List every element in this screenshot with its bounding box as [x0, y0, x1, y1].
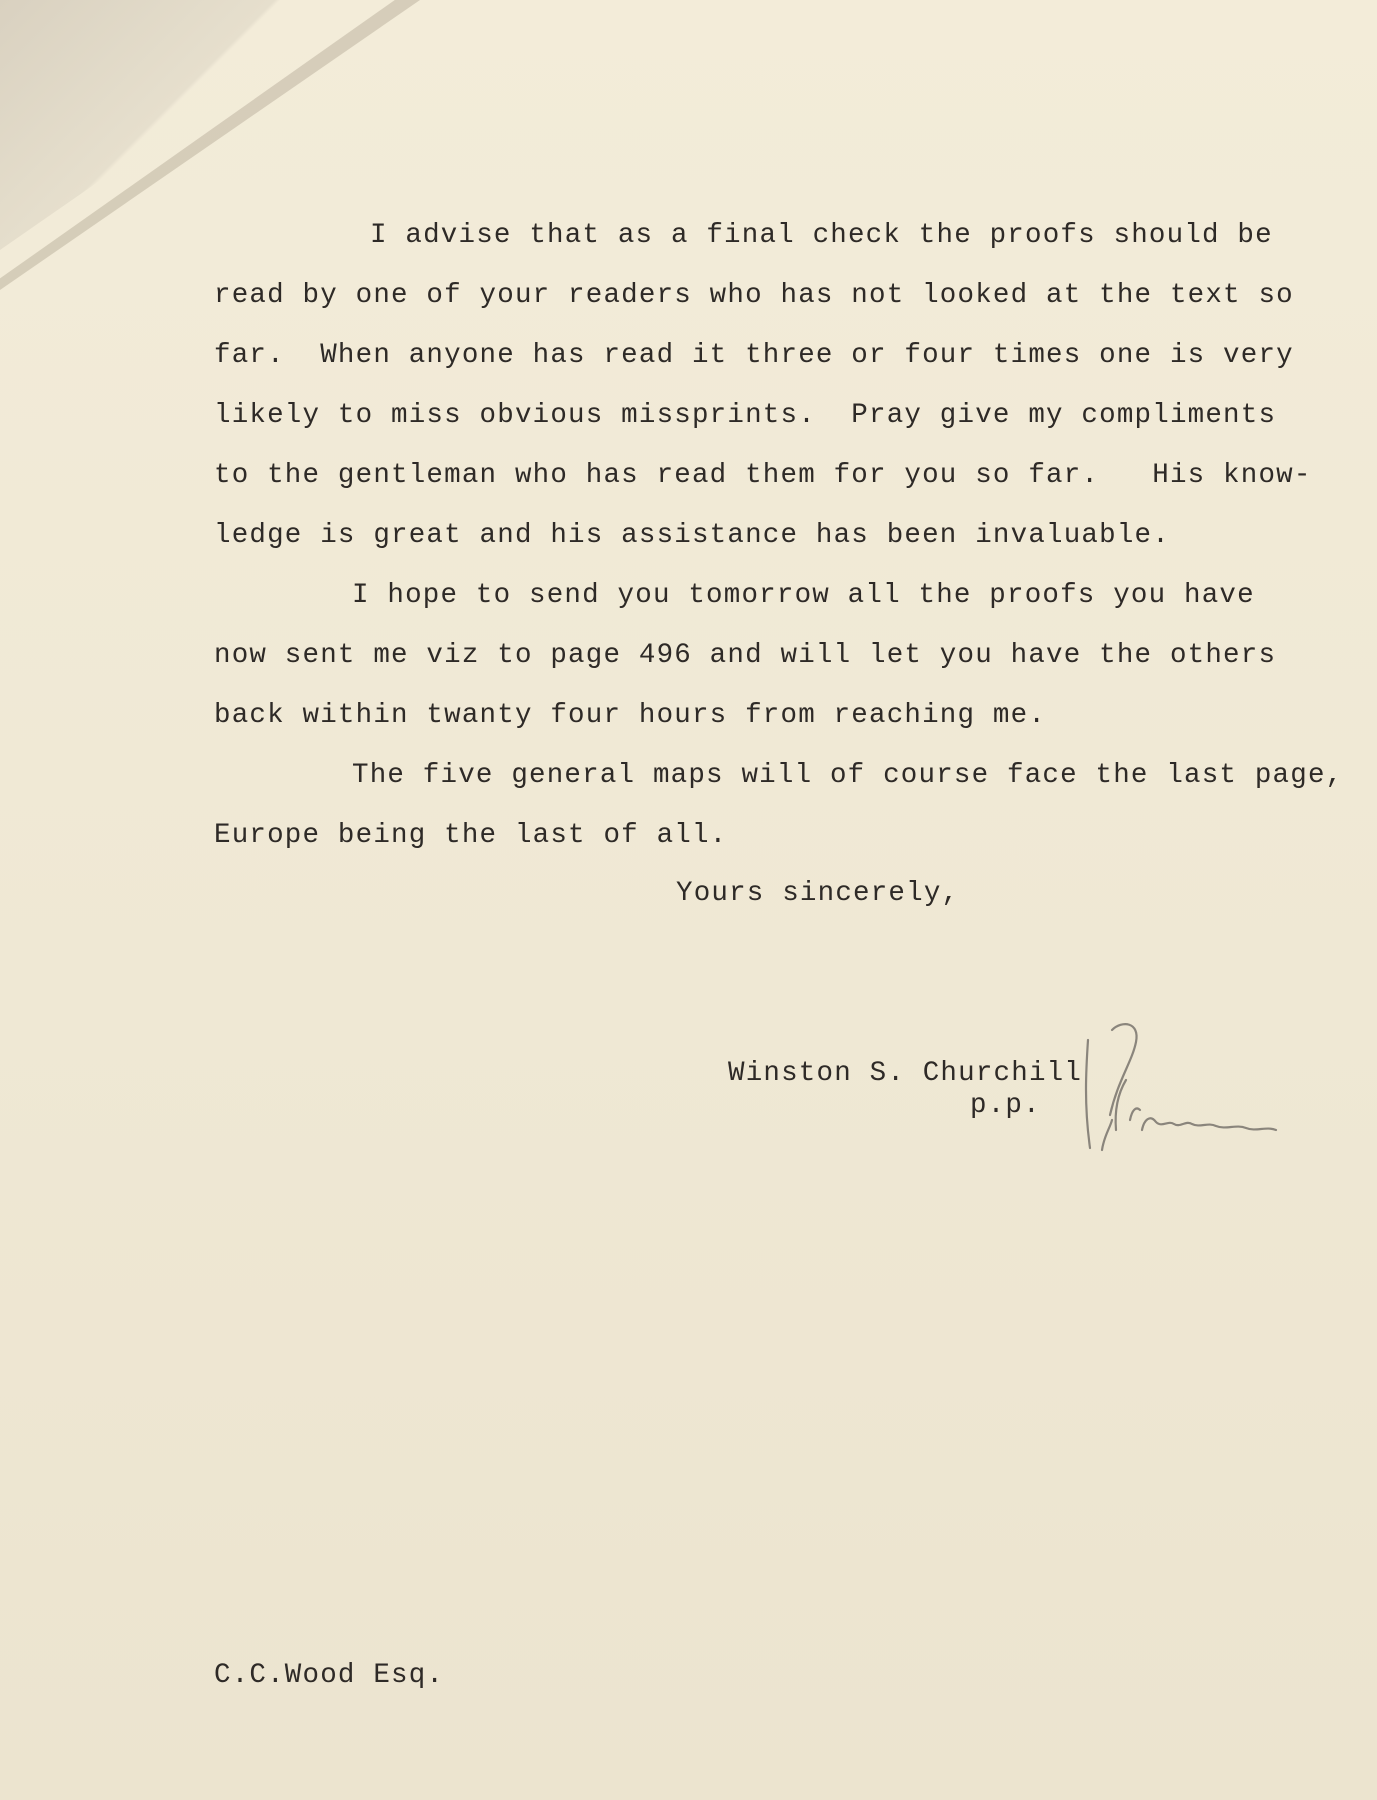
body-line: likely to miss obvious missprints. Pray give my compliments: [214, 400, 1277, 431]
body-line: to the gentleman who has read them for you so far. His know-: [214, 460, 1312, 491]
body-line: I hope to send you tomorrow all the proofs you have: [352, 580, 1255, 611]
body-line: The five general maps will of course face the last page,: [352, 760, 1344, 791]
body-line: read by one of your readers who has not looked at the text so: [214, 280, 1294, 311]
per-procurationem: p.p.: [970, 1090, 1041, 1121]
body-line: I advise that as a final check the proofs should be: [370, 220, 1273, 251]
signatory-name: Winston S. Churchill: [728, 1058, 1083, 1089]
body-line: back within twanty four hours from reaching me.: [214, 700, 1047, 731]
body-line: far. When anyone has read it three or four times one is very: [214, 340, 1294, 371]
body-line: now sent me viz to page 496 and will let you have the others: [214, 640, 1277, 671]
closing-salutation: Yours sincerely,: [676, 878, 960, 909]
addressee: C.C.Wood Esq.: [214, 1660, 445, 1691]
body-line: Europe being the last of all.: [214, 820, 728, 851]
handwritten-signature-icon: [1060, 1010, 1300, 1160]
body-line: ledge is great and his assistance has been invaluable.: [214, 520, 1170, 551]
